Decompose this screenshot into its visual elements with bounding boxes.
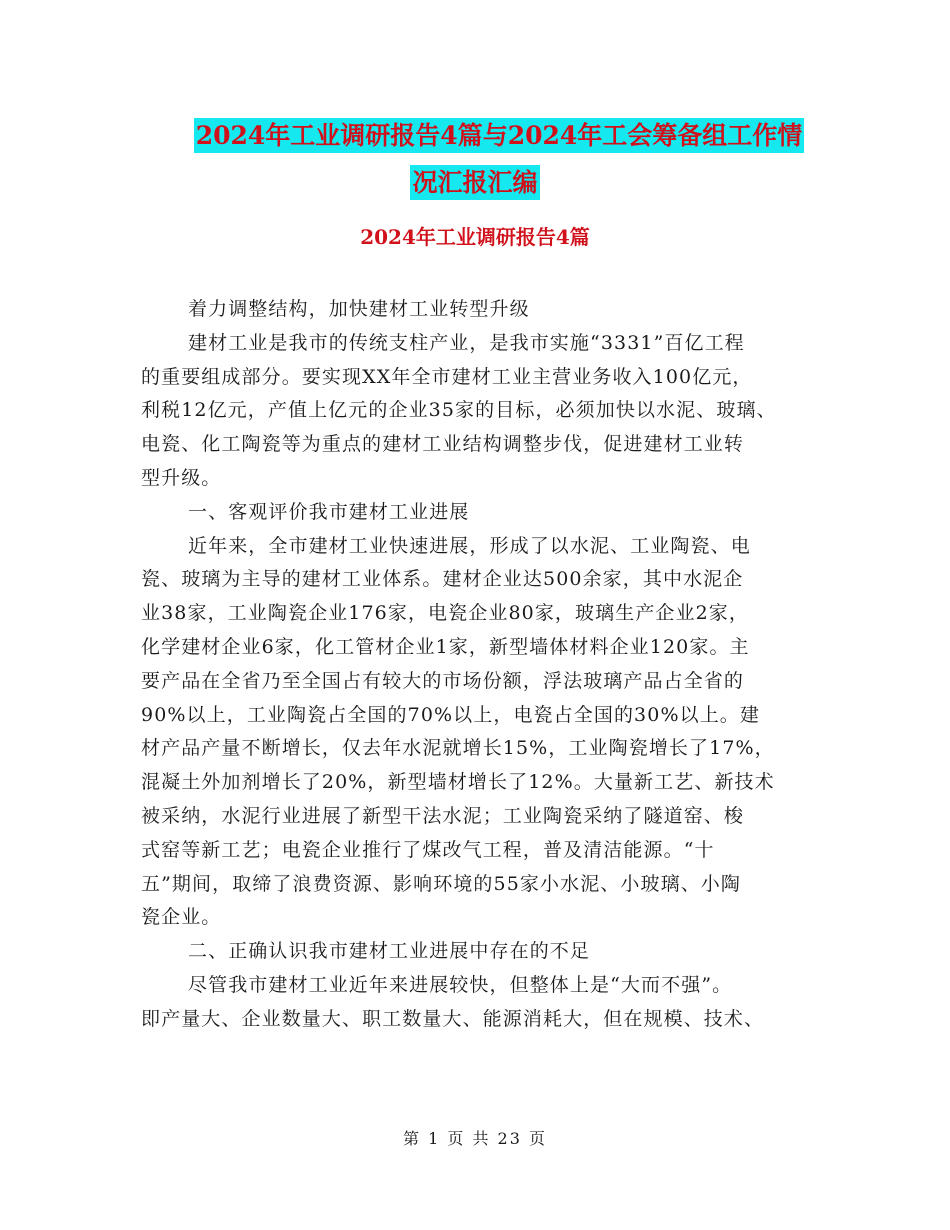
text-line: 着力调整结构，加快建材工业转型升级 — [188, 298, 530, 320]
text-line: 二、正确认识我市建材工业进展中存在的不足 — [188, 940, 591, 963]
text-line: 混凝土外加剂增长了20%，新型墙材增长了12%。大量新工艺、新技术 — [141, 771, 775, 794]
text-line: 建材工业是我市的传统支柱产业，是我市实施“3331”百亿工程 — [188, 331, 745, 354]
page-footer: 第 1 页 共 23 页 — [403, 1129, 547, 1148]
text-line: 的重要组成部分。要实现XX年全市建材工业主营业务收入100亿元， — [141, 365, 753, 388]
text-line: 材产品产量不断增长，仅去年水泥就增长15%，工业陶瓷增长了17%， — [141, 737, 775, 760]
document-title — [0, 112, 950, 206]
section-title: 2024年工业调研报告4篇 — [360, 225, 590, 249]
text-line: 电瓷、化工陶瓷等为重点的建材工业结构调整步伐，促进建材工业转 — [141, 433, 745, 456]
text-line: 尽管我市建材工业近年来进展较快，但整体上是“大而不强”。 — [188, 973, 733, 996]
text-line: 业38家，工业陶瓷企业176家，电瓷企业80家，玻璃生产企业2家， — [141, 602, 750, 625]
text-line: 五”期间，取缔了浪费资源、影响环境的55家小水泥、小玻璃、小陶 — [141, 872, 741, 895]
text-line: 即产量大、企业数量大、职工数量大、能源消耗大，但在规模、技术、 — [141, 1007, 765, 1030]
text-line: 利税12亿元，产值上亿元的企业35家的目标，必须加快以水泥、玻璃、 — [141, 399, 777, 422]
text-line: 一、客观评价我市建材工业进展 — [188, 500, 470, 523]
document-title-line-1: 2024年工业调研报告4篇与2024年工会筹备组工作情 — [194, 118, 805, 153]
text-line: 化学建材企业6家，化工管材企业1家，新型墙体材料企业120家。主 — [141, 635, 750, 658]
body-text — [141, 293, 821, 1037]
document-title-line-2: 况汇报汇编 — [410, 165, 539, 200]
text-line: 瓷企业。 — [141, 906, 222, 929]
text-line: 型升级。 — [141, 466, 222, 489]
text-line: 90%以上，工业陶瓷占全国的70%以上，电瓷占全国的30%以上。建 — [141, 703, 760, 726]
text-line: 瓷、玻璃为主导的建材工业体系。建材企业达500余家，其中水泥企 — [141, 568, 744, 591]
text-line: 式窑等新工艺；电瓷企业推行了煤改气工程，普及清洁能源。“十 — [141, 838, 715, 861]
text-line: 近年来，全市建材工业快速进展，形成了以水泥、工业陶瓷、电 — [188, 534, 751, 557]
text-line: 要产品在全省乃至全国占有较大的市场份额，浮法玻璃产品占全省的 — [141, 669, 745, 692]
text-line: 被采纳，水泥行业进展了新型干法水泥；工业陶瓷采纳了隧道窑、梭 — [141, 804, 745, 827]
